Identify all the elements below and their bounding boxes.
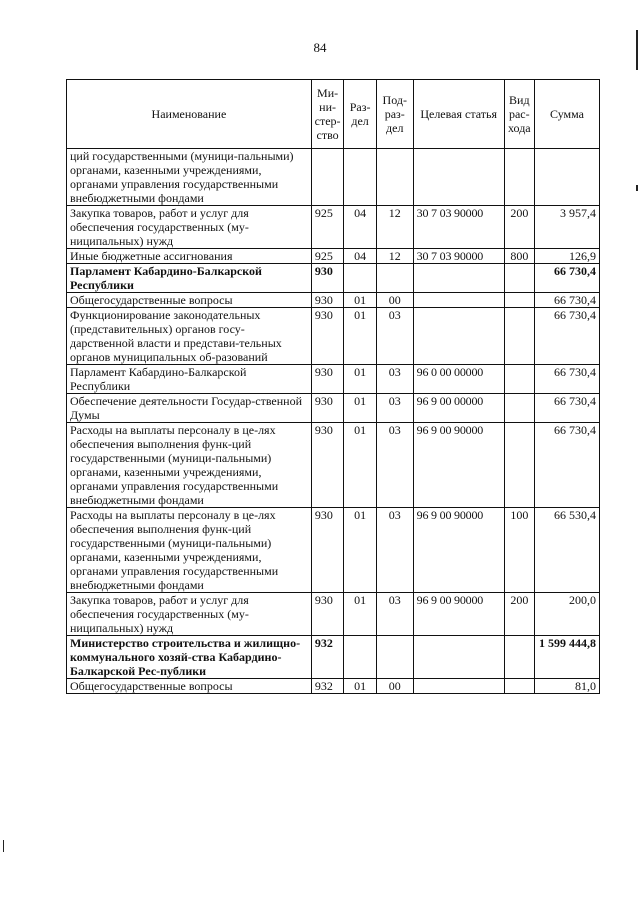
budget-table — [66, 79, 600, 694]
row-ministry — [311, 149, 344, 206]
header-target: Целевая статья — [413, 80, 504, 149]
row-target — [413, 636, 504, 679]
header-subsection: Под-раз-дел — [376, 80, 413, 149]
row-name: Общегосударственные вопросы — [67, 293, 312, 308]
row-name: Иные бюджетные ассигнования — [67, 249, 312, 264]
table-row — [67, 293, 600, 308]
row-section: 01 — [344, 423, 377, 508]
row-target: 96 0 00 00000 — [413, 365, 504, 394]
row-section: 04 — [344, 249, 377, 264]
row-section — [344, 264, 377, 293]
row-subsection: 03 — [376, 365, 413, 394]
row-expense-type: 800 — [504, 249, 534, 264]
row-target — [413, 293, 504, 308]
row-sum: 66 730,4 — [534, 423, 599, 508]
row-expense-type — [504, 636, 534, 679]
row-ministry: 930 — [311, 308, 344, 365]
row-subsection: 03 — [376, 508, 413, 593]
table-row — [67, 365, 600, 394]
row-ministry: 930 — [311, 593, 344, 636]
row-section: 04 — [344, 206, 377, 249]
row-expense-type: 100 — [504, 508, 534, 593]
row-expense-type — [504, 394, 534, 423]
row-expense-type: 200 — [504, 206, 534, 249]
row-ministry: 932 — [311, 636, 344, 679]
row-name: Расходы на выплаты персоналу в це-лях обеспечения выполнения функ-ций государственными (муници-пальными) органами, казенными учреждениями, органами управления государственными внебюджетными фондами — [67, 423, 312, 508]
row-ministry: 925 — [311, 206, 344, 249]
scan-edge-mark-mid — [636, 185, 638, 191]
row-target: 96 9 00 90000 — [413, 593, 504, 636]
header-name: Наименование — [67, 80, 312, 149]
header-sum: Сумма — [534, 80, 599, 149]
row-sum — [534, 149, 599, 206]
row-section: 01 — [344, 508, 377, 593]
row-subsection: 03 — [376, 394, 413, 423]
row-section: 01 — [344, 394, 377, 423]
row-sum: 200,0 — [534, 593, 599, 636]
row-sum: 3 957,4 — [534, 206, 599, 249]
row-section: 01 — [344, 293, 377, 308]
row-target — [413, 264, 504, 293]
table-row — [67, 394, 600, 423]
row-sum: 1 599 444,8 — [534, 636, 599, 679]
table-row — [67, 508, 600, 593]
row-sum: 126,9 — [534, 249, 599, 264]
table-row — [67, 249, 600, 264]
row-section: 01 — [344, 308, 377, 365]
table-body — [67, 149, 600, 694]
table-row — [67, 206, 600, 249]
row-name: Министерство строительства и жилищно-коммунального хозяй-ства Кабардино-Балкарской Рес-публики — [67, 636, 312, 679]
row-name: Общегосударственные вопросы — [67, 679, 312, 694]
table-row — [67, 636, 600, 679]
row-sum: 66 530,4 — [534, 508, 599, 593]
scan-edge-mark-top — [636, 30, 638, 70]
row-subsection: 03 — [376, 423, 413, 508]
row-section: 01 — [344, 593, 377, 636]
row-expense-type: 200 — [504, 593, 534, 636]
row-ministry: 932 — [311, 679, 344, 694]
row-sum: 81,0 — [534, 679, 599, 694]
row-subsection: 00 — [376, 679, 413, 694]
row-expense-type — [504, 293, 534, 308]
row-expense-type — [504, 365, 534, 394]
row-subsection: 03 — [376, 593, 413, 636]
row-name: ций государственными (муници-пальными) органами, казенными учреждениями, органами управления государственными внебюджетными фондами — [67, 149, 312, 206]
row-target — [413, 679, 504, 694]
row-subsection — [376, 636, 413, 679]
table-row — [67, 593, 600, 636]
row-subsection: 00 — [376, 293, 413, 308]
page-number: 84 — [313, 40, 327, 55]
row-name: Закупка товаров, работ и услуг для обеспечения государственных (му-ниципальных) нужд — [67, 593, 312, 636]
header-expense-type: Вид рас-хода — [504, 80, 534, 149]
row-target: 96 9 00 90000 — [413, 423, 504, 508]
row-sum: 66 730,4 — [534, 394, 599, 423]
header-ministry: Ми-ни-стер-ство — [311, 80, 344, 149]
row-target — [413, 149, 504, 206]
row-expense-type — [504, 679, 534, 694]
row-target: 96 9 00 00000 — [413, 394, 504, 423]
header-section: Раз-дел — [344, 80, 377, 149]
row-subsection: 12 — [376, 206, 413, 249]
table-row — [67, 308, 600, 365]
row-target: 96 9 00 90000 — [413, 508, 504, 593]
row-sum: 66 730,4 — [534, 308, 599, 365]
table-row — [67, 423, 600, 508]
row-subsection — [376, 264, 413, 293]
row-ministry: 925 — [311, 249, 344, 264]
row-name: Функционирование законодательных (представительных) органов госу-дарственной власти и представи-тельных органов муниципальных об-разований — [67, 308, 312, 365]
row-sum: 66 730,4 — [534, 293, 599, 308]
row-section: 01 — [344, 365, 377, 394]
row-ministry: 930 — [311, 508, 344, 593]
row-section — [344, 636, 377, 679]
row-target — [413, 308, 504, 365]
row-target: 30 7 03 90000 — [413, 249, 504, 264]
row-name: Парламент Кабардино-Балкарской Республики — [67, 365, 312, 394]
table-row — [67, 679, 600, 694]
row-expense-type — [504, 308, 534, 365]
row-section — [344, 149, 377, 206]
row-ministry: 930 — [311, 293, 344, 308]
row-sum: 66 730,4 — [534, 264, 599, 293]
row-ministry: 930 — [311, 394, 344, 423]
row-expense-type — [504, 423, 534, 508]
row-name: Закупка товаров, работ и услуг для обеспечения государственных (му-ниципальных) нужд — [67, 206, 312, 249]
scan-edge-mark-left — [3, 840, 4, 852]
row-expense-type — [504, 149, 534, 206]
row-name: Обеспечение деятельности Государ-ственной Думы — [67, 394, 312, 423]
table-header-row — [67, 80, 600, 149]
row-ministry: 930 — [311, 264, 344, 293]
row-ministry: 930 — [311, 365, 344, 394]
row-section: 01 — [344, 679, 377, 694]
row-ministry: 930 — [311, 423, 344, 508]
table-row — [67, 264, 600, 293]
row-expense-type — [504, 264, 534, 293]
row-subsection: 12 — [376, 249, 413, 264]
row-sum: 66 730,4 — [534, 365, 599, 394]
row-target: 30 7 03 90000 — [413, 206, 504, 249]
row-name: Парламент Кабардино-Балкарской Республики — [67, 264, 312, 293]
table-row — [67, 149, 600, 206]
row-subsection — [376, 149, 413, 206]
row-name: Расходы на выплаты персоналу в це-лях обеспечения выполнения функ-ций государственными (муници-пальными) органами, казенными учреждениями, органами управления государственными внебюджетными фондами — [67, 508, 312, 593]
row-subsection: 03 — [376, 308, 413, 365]
